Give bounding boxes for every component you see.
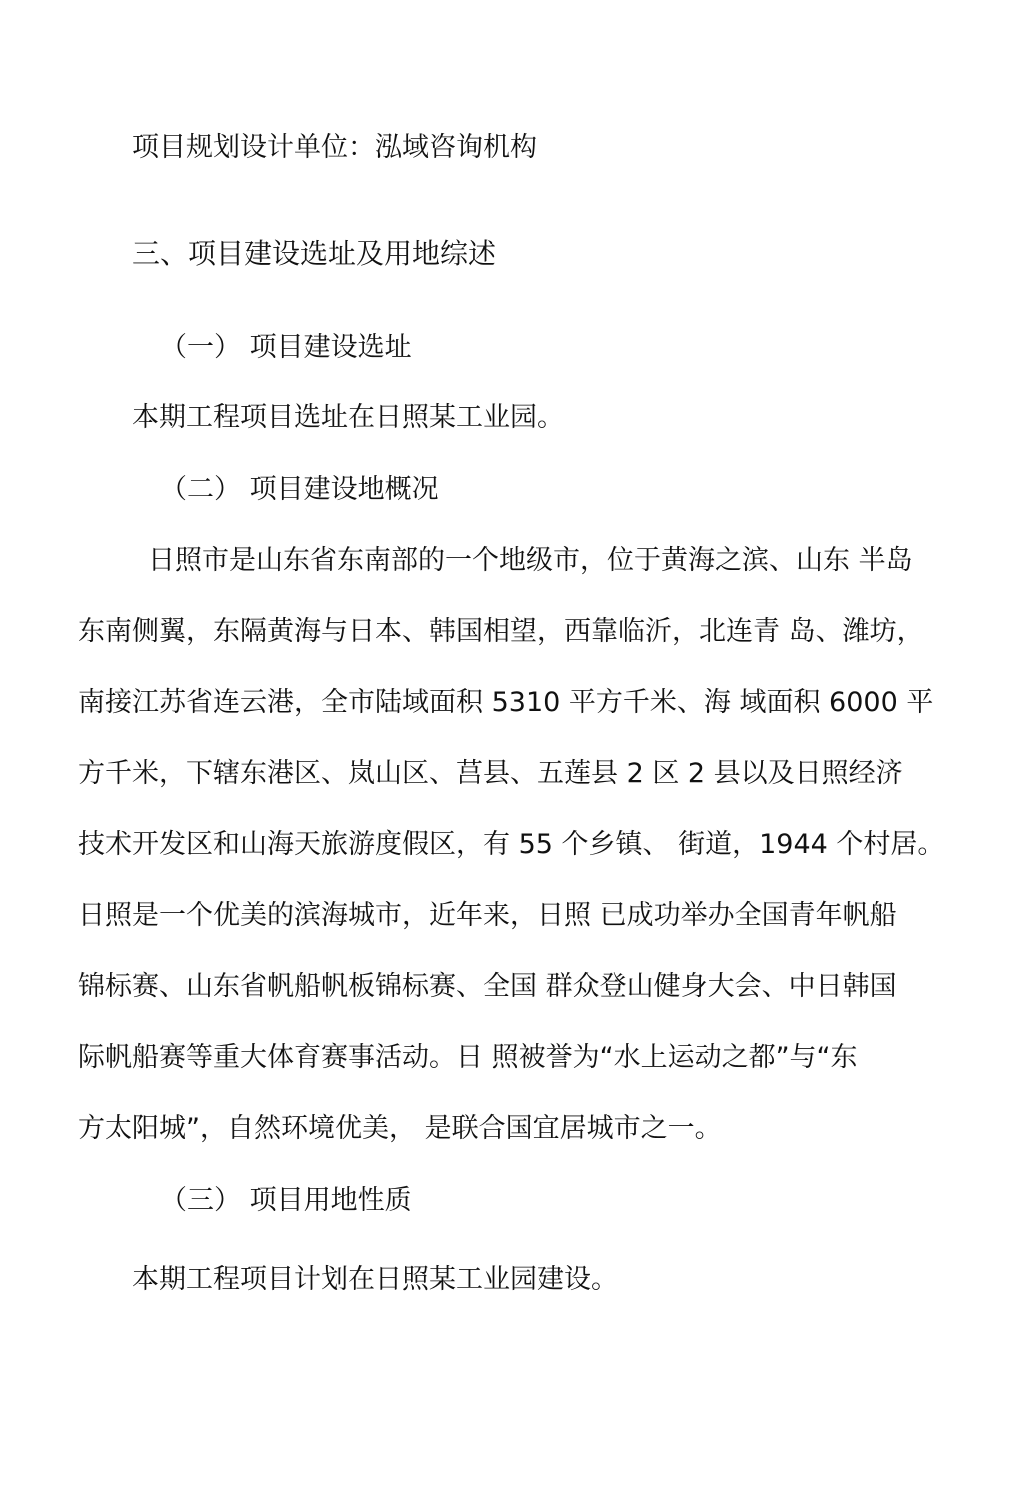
overview-line: 日照市是山东省东南部的一个地级市，位于黄海之滨、山东 半岛 xyxy=(148,545,913,576)
designer-line: 项目规划设计单位：泓域咨询机构 xyxy=(132,132,537,163)
subsection-heading-land-use: （三） 项目用地性质 xyxy=(160,1185,412,1216)
overview-paragraph xyxy=(78,544,958,1183)
overview-line: 日照是一个优美的滨海城市，近年来，日照 已成功举办全国青年帆船 xyxy=(78,900,897,931)
overview-line: 南接江苏省连云港，全市陆域面积 5310 平方千米、海 域面积 6000 平 xyxy=(78,687,934,718)
subsection-heading-site: （一） 项目建设选址 xyxy=(160,332,412,363)
plan-paragraph: 本期工程项目计划在日照某工业园建设。 xyxy=(132,1264,618,1295)
overview-line: 东南侧翼，东隔黄海与日本、韩国相望，西靠临沂，北连青 岛、潍坊， xyxy=(78,616,924,647)
overview-line: 方千米，下辖东港区、岚山区、莒县、五莲县 2 区 2 县以及日照经济 xyxy=(78,758,903,789)
overview-line: 锦标赛、山东省帆船帆板锦标赛、全国 群众登山健身大会、中日韩国 xyxy=(78,971,897,1002)
overview-line: 方太阳城”，自然环境优美， 是联合国宜居城市之一。 xyxy=(78,1113,722,1144)
subsection-heading-overview: （二） 项目建设地概况 xyxy=(160,474,439,505)
overview-line: 际帆船赛等重大体育赛事活动。日 照被誉为“水上运动之都”与“东 xyxy=(78,1042,858,1073)
section-heading: 三、项目建设选址及用地综述 xyxy=(132,237,497,270)
overview-line: 技术开发区和山海天旅游度假区，有 55 个乡镇、 街道，1944 个村居。 xyxy=(78,829,945,860)
site-paragraph: 本期工程项目选址在日照某工业园。 xyxy=(132,402,564,433)
